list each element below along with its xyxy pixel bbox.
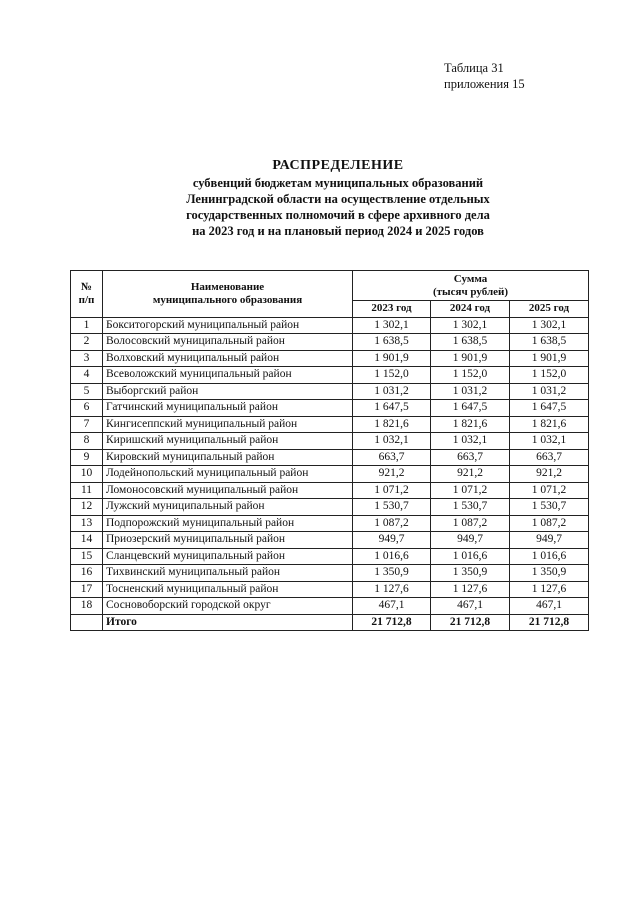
- value-2023: 1 821,6: [353, 416, 431, 433]
- value-2024: 1 530,7: [431, 499, 510, 516]
- value-2025: 1 071,2: [510, 482, 589, 499]
- value-2024: 1 152,0: [431, 367, 510, 384]
- value-2025: 921,2: [510, 466, 589, 483]
- value-2024: 921,2: [431, 466, 510, 483]
- table-reference: [444, 60, 525, 92]
- value-2025: 1 821,6: [510, 416, 589, 433]
- value-2023: 1 901,9: [353, 350, 431, 367]
- table-row: [71, 383, 589, 400]
- row-number: 7: [71, 416, 103, 433]
- value-2025: 1 901,9: [510, 350, 589, 367]
- value-2023: 1 016,6: [353, 548, 431, 565]
- table-row: [71, 350, 589, 367]
- reference-line-2: приложения 15: [444, 77, 525, 91]
- table-row: [71, 334, 589, 351]
- total-2025: 21 712,8: [510, 614, 589, 631]
- table-row: [71, 515, 589, 532]
- value-2023: 1 031,2: [353, 383, 431, 400]
- table-row: [71, 433, 589, 450]
- municipality-name: Тосненский муниципальный район: [103, 581, 353, 598]
- value-2024: 1 302,1: [431, 317, 510, 334]
- value-2024: 1 071,2: [431, 482, 510, 499]
- value-2023: 1 071,2: [353, 482, 431, 499]
- value-2024: 1 032,1: [431, 433, 510, 450]
- table-row: [71, 548, 589, 565]
- table-row: [71, 367, 589, 384]
- value-2025: 1 127,6: [510, 581, 589, 598]
- value-2024: 1 350,9: [431, 565, 510, 582]
- value-2024: 467,1: [431, 598, 510, 615]
- row-number: 8: [71, 433, 103, 450]
- value-2024: 1 127,6: [431, 581, 510, 598]
- value-2023: 1 127,6: [353, 581, 431, 598]
- header-sum-line-2: (тысяч рублей): [432, 285, 509, 298]
- header-year-2024: 2024 год: [431, 301, 510, 318]
- row-number: 9: [71, 449, 103, 466]
- table-row: [71, 416, 589, 433]
- municipality-name: Кировский муниципальный район: [103, 449, 353, 466]
- value-2023: 921,2: [353, 466, 431, 483]
- distribution-table: [70, 270, 589, 631]
- row-number: 6: [71, 400, 103, 417]
- value-2024: 1 821,6: [431, 416, 510, 433]
- value-2025: 1 530,7: [510, 499, 589, 516]
- value-2025: 1 087,2: [510, 515, 589, 532]
- total-2023: 21 712,8: [353, 614, 431, 631]
- municipality-name: Киришский муниципальный район: [103, 433, 353, 450]
- row-number: 15: [71, 548, 103, 565]
- header-sum: [353, 271, 589, 301]
- municipality-name: Приозерский муниципальный район: [103, 532, 353, 549]
- header-name-line-1: Наименование: [190, 280, 265, 293]
- table-row: [71, 532, 589, 549]
- row-number: 13: [71, 515, 103, 532]
- value-2025: 1 350,9: [510, 565, 589, 582]
- value-2025: 1 638,5: [510, 334, 589, 351]
- title-line-3: государственных полномочий в сфере архивного дела: [186, 208, 490, 222]
- table-row: [71, 449, 589, 466]
- value-2023: 467,1: [353, 598, 431, 615]
- value-2024: 1 647,5: [431, 400, 510, 417]
- municipality-name: Волховский муниципальный район: [103, 350, 353, 367]
- title-line-2: Ленинградской области на осуществление отдельных: [186, 192, 490, 206]
- value-2025: 1 647,5: [510, 400, 589, 417]
- header-sum-line-1: Сумма: [453, 272, 488, 285]
- value-2023: 1 647,5: [353, 400, 431, 417]
- header-number-line-1: №: [80, 280, 93, 293]
- value-2024: 1 016,6: [431, 548, 510, 565]
- row-number: 17: [71, 581, 103, 598]
- value-2024: 1 638,5: [431, 334, 510, 351]
- value-2023: 663,7: [353, 449, 431, 466]
- row-number: 11: [71, 482, 103, 499]
- table-row: [71, 317, 589, 334]
- value-2023: 1 350,9: [353, 565, 431, 582]
- title-line-4: на 2023 год и на плановый период 2024 и 2025 годов: [192, 224, 484, 238]
- table-body: [71, 317, 589, 614]
- table-row: [71, 400, 589, 417]
- municipality-name: Гатчинский муниципальный район: [103, 400, 353, 417]
- total-2024: 21 712,8: [431, 614, 510, 631]
- row-number: 5: [71, 383, 103, 400]
- total-row: [71, 614, 589, 631]
- value-2025: 663,7: [510, 449, 589, 466]
- document-title: [150, 157, 526, 239]
- municipality-name: Сланцевский муниципальный район: [103, 548, 353, 565]
- value-2023: 1 087,2: [353, 515, 431, 532]
- value-2024: 1 031,2: [431, 383, 510, 400]
- table-row: [71, 499, 589, 516]
- municipality-name: Бокситогорский муниципальный район: [103, 317, 353, 334]
- municipality-name: Волосовский муниципальный район: [103, 334, 353, 351]
- municipality-name: Ломоносовский муниципальный район: [103, 482, 353, 499]
- value-2025: 1 152,0: [510, 367, 589, 384]
- row-number: 10: [71, 466, 103, 483]
- row-number: 12: [71, 499, 103, 516]
- value-2025: 467,1: [510, 598, 589, 615]
- municipality-name: Сосновоборский городской округ: [103, 598, 353, 615]
- value-2023: 1 152,0: [353, 367, 431, 384]
- municipality-name: Выборгский район: [103, 383, 353, 400]
- value-2025: 1 032,1: [510, 433, 589, 450]
- total-label: Итого: [103, 614, 353, 631]
- municipality-name: Всеволожский муниципальный район: [103, 367, 353, 384]
- header-number: [71, 271, 103, 318]
- header-name-line-2: муниципального образования: [152, 293, 303, 306]
- municipality-name: Подпорожский муниципальный район: [103, 515, 353, 532]
- value-2025: 1 031,2: [510, 383, 589, 400]
- row-number: 4: [71, 367, 103, 384]
- table-row: [71, 482, 589, 499]
- value-2023: 949,7: [353, 532, 431, 549]
- row-number: 2: [71, 334, 103, 351]
- table-row: [71, 466, 589, 483]
- value-2024: 1 087,2: [431, 515, 510, 532]
- value-2024: 1 901,9: [431, 350, 510, 367]
- value-2025: 1 302,1: [510, 317, 589, 334]
- value-2025: 1 016,6: [510, 548, 589, 565]
- value-2024: 949,7: [431, 532, 510, 549]
- table-row: [71, 565, 589, 582]
- row-number: 18: [71, 598, 103, 615]
- title-main: РАСПРЕДЕЛЕНИЕ: [272, 158, 404, 173]
- value-2023: 1 638,5: [353, 334, 431, 351]
- row-number: 1: [71, 317, 103, 334]
- value-2024: 663,7: [431, 449, 510, 466]
- value-2023: 1 302,1: [353, 317, 431, 334]
- reference-line-1: Таблица 31: [444, 61, 504, 75]
- title-line-1: субвенций бюджетам муниципальных образований: [192, 176, 484, 190]
- row-number: 16: [71, 565, 103, 582]
- header-year-2023: 2023 год: [353, 301, 431, 318]
- row-number: 14: [71, 532, 103, 549]
- row-number: 3: [71, 350, 103, 367]
- municipality-name: Кингисеппский муниципальный район: [103, 416, 353, 433]
- total-number-cell: [71, 614, 103, 631]
- municipality-name: Тихвинский муниципальный район: [103, 565, 353, 582]
- value-2025: 949,7: [510, 532, 589, 549]
- value-2023: 1 530,7: [353, 499, 431, 516]
- municipality-name: Лужский муниципальный район: [103, 499, 353, 516]
- table-row: [71, 598, 589, 615]
- header-number-line-2: п/п: [78, 293, 95, 306]
- value-2023: 1 032,1: [353, 433, 431, 450]
- table-row: [71, 581, 589, 598]
- header-name: [103, 271, 353, 318]
- municipality-name: Лодейнопольский муниципальный район: [103, 466, 353, 483]
- header-year-2025: 2025 год: [510, 301, 589, 318]
